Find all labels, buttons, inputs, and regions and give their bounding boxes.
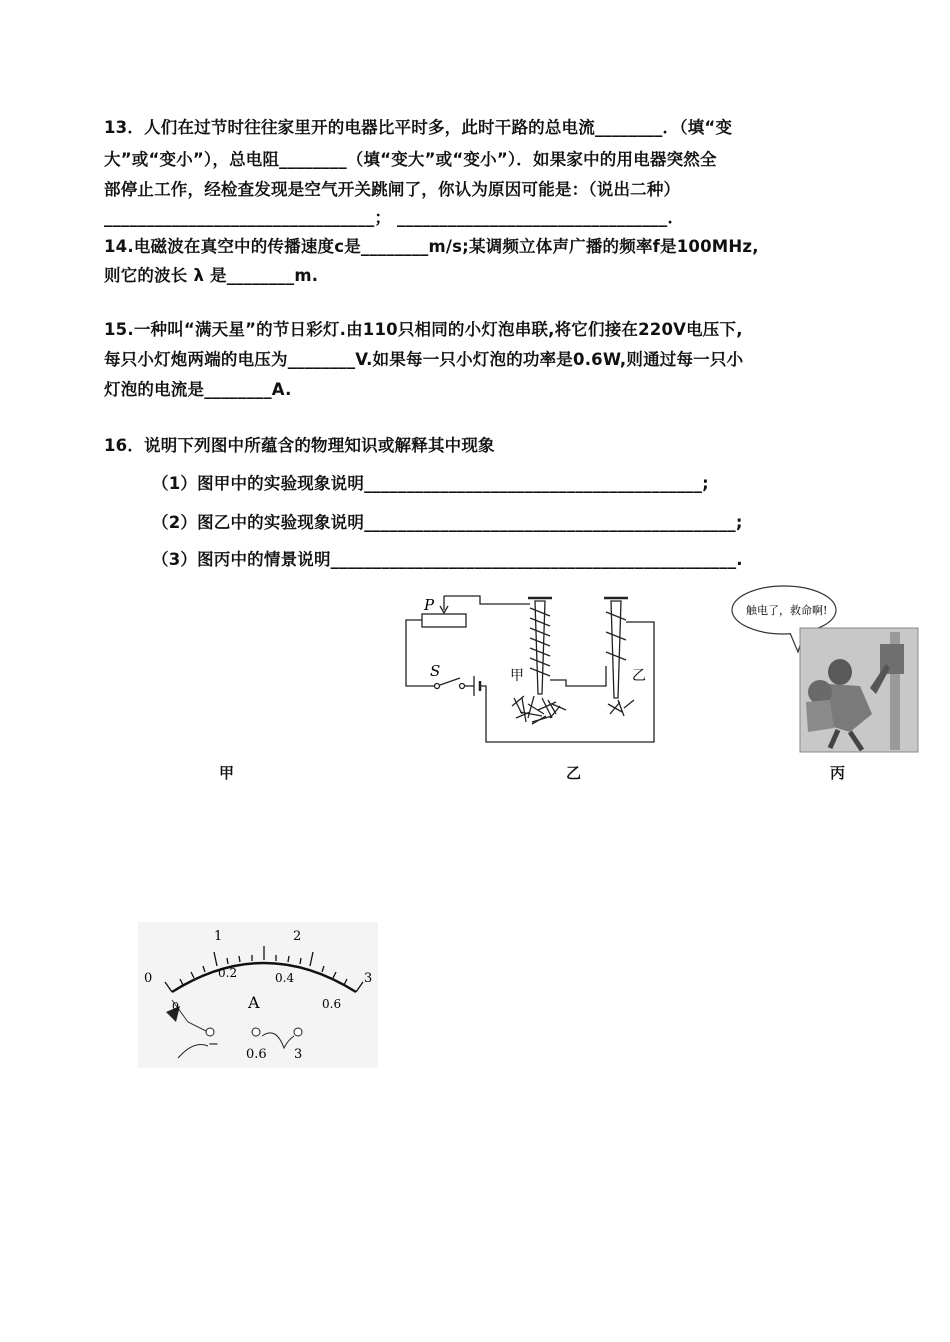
scale-label-0-4: 0.4 xyxy=(275,971,295,985)
terminal-0-6: 0.6 xyxy=(246,1047,267,1062)
q13-line-3: 部停止工作，经检查发现是空气开关跳闸了，你认为原因可能是：（说出二种） xyxy=(104,180,681,199)
q14-line-2: 则它的波长 λ 是________m. xyxy=(104,266,319,285)
q15-line-2: 每只小灯炮两端的电压为________V.如果每一只小灯泡的功率是0.6W,则通过每一只小 xyxy=(104,350,744,369)
bubble-text: 触电了，救命啊! xyxy=(746,604,828,617)
terminal-negative: − xyxy=(208,1037,219,1052)
caption-yi: 乙 xyxy=(566,764,582,782)
pointer-zero: 0 xyxy=(172,1000,179,1013)
q15-line-3: 灯泡的电流是________A. xyxy=(104,380,292,399)
rheostat-label: P xyxy=(424,596,435,614)
scale-label-1: 1 xyxy=(214,929,223,944)
q16-item-1: （1）图甲中的实验现象说明________________________________________; xyxy=(152,474,709,493)
scale-label-2: 2 xyxy=(293,929,302,944)
nail-jia-label: 甲 xyxy=(510,668,524,684)
electromagnet-circuit-figure xyxy=(396,586,666,746)
q13-line-4: ________________________________； ________________________________． xyxy=(104,208,685,227)
switch-label: S xyxy=(430,662,441,680)
scale-label-0-2: 0.2 xyxy=(218,966,238,980)
q13-line-2: 大”或“变小”），总电阻________（填“变大”或“变小”）．如果家中的用电器突然全 xyxy=(104,150,717,169)
caption-bing: 丙 xyxy=(830,764,846,782)
nail-yi-label: 乙 xyxy=(632,668,646,684)
caption-jia: 甲 xyxy=(219,764,235,782)
scale-label-0-6: 0.6 xyxy=(322,997,342,1011)
q15-line-1: 15.一种叫“满天星”的节日彩灯.由110只相同的小灯泡串联,将它们接在220V电压下, xyxy=(104,320,743,339)
q16-item-2: （2）图乙中的实验现象说明____________________________________________; xyxy=(152,513,743,532)
q16-intro: 16．说明下列图中所蕴含的物理知识或解释其中现象 xyxy=(104,436,495,455)
scale-label-0: 0 xyxy=(144,971,153,986)
electric-shock-cartoon xyxy=(730,582,920,754)
terminal-3: 3 xyxy=(294,1047,303,1062)
q13-line-1: 13．人们在过节时往往家里开的电器比平时多，此时干路的总电流________．（填“变 xyxy=(104,118,733,137)
scale-label-3: 3 xyxy=(364,971,373,986)
ammeter-figure xyxy=(138,922,378,1068)
unit-label: A xyxy=(248,993,260,1012)
q16-item-3: （3）图丙中的情景说明________________________________________________. xyxy=(152,550,743,569)
q14-line-1: 14.电磁波在真空中的传播速度c是________m/s;某调频立体声广播的频率f是100MHz, xyxy=(104,237,759,256)
